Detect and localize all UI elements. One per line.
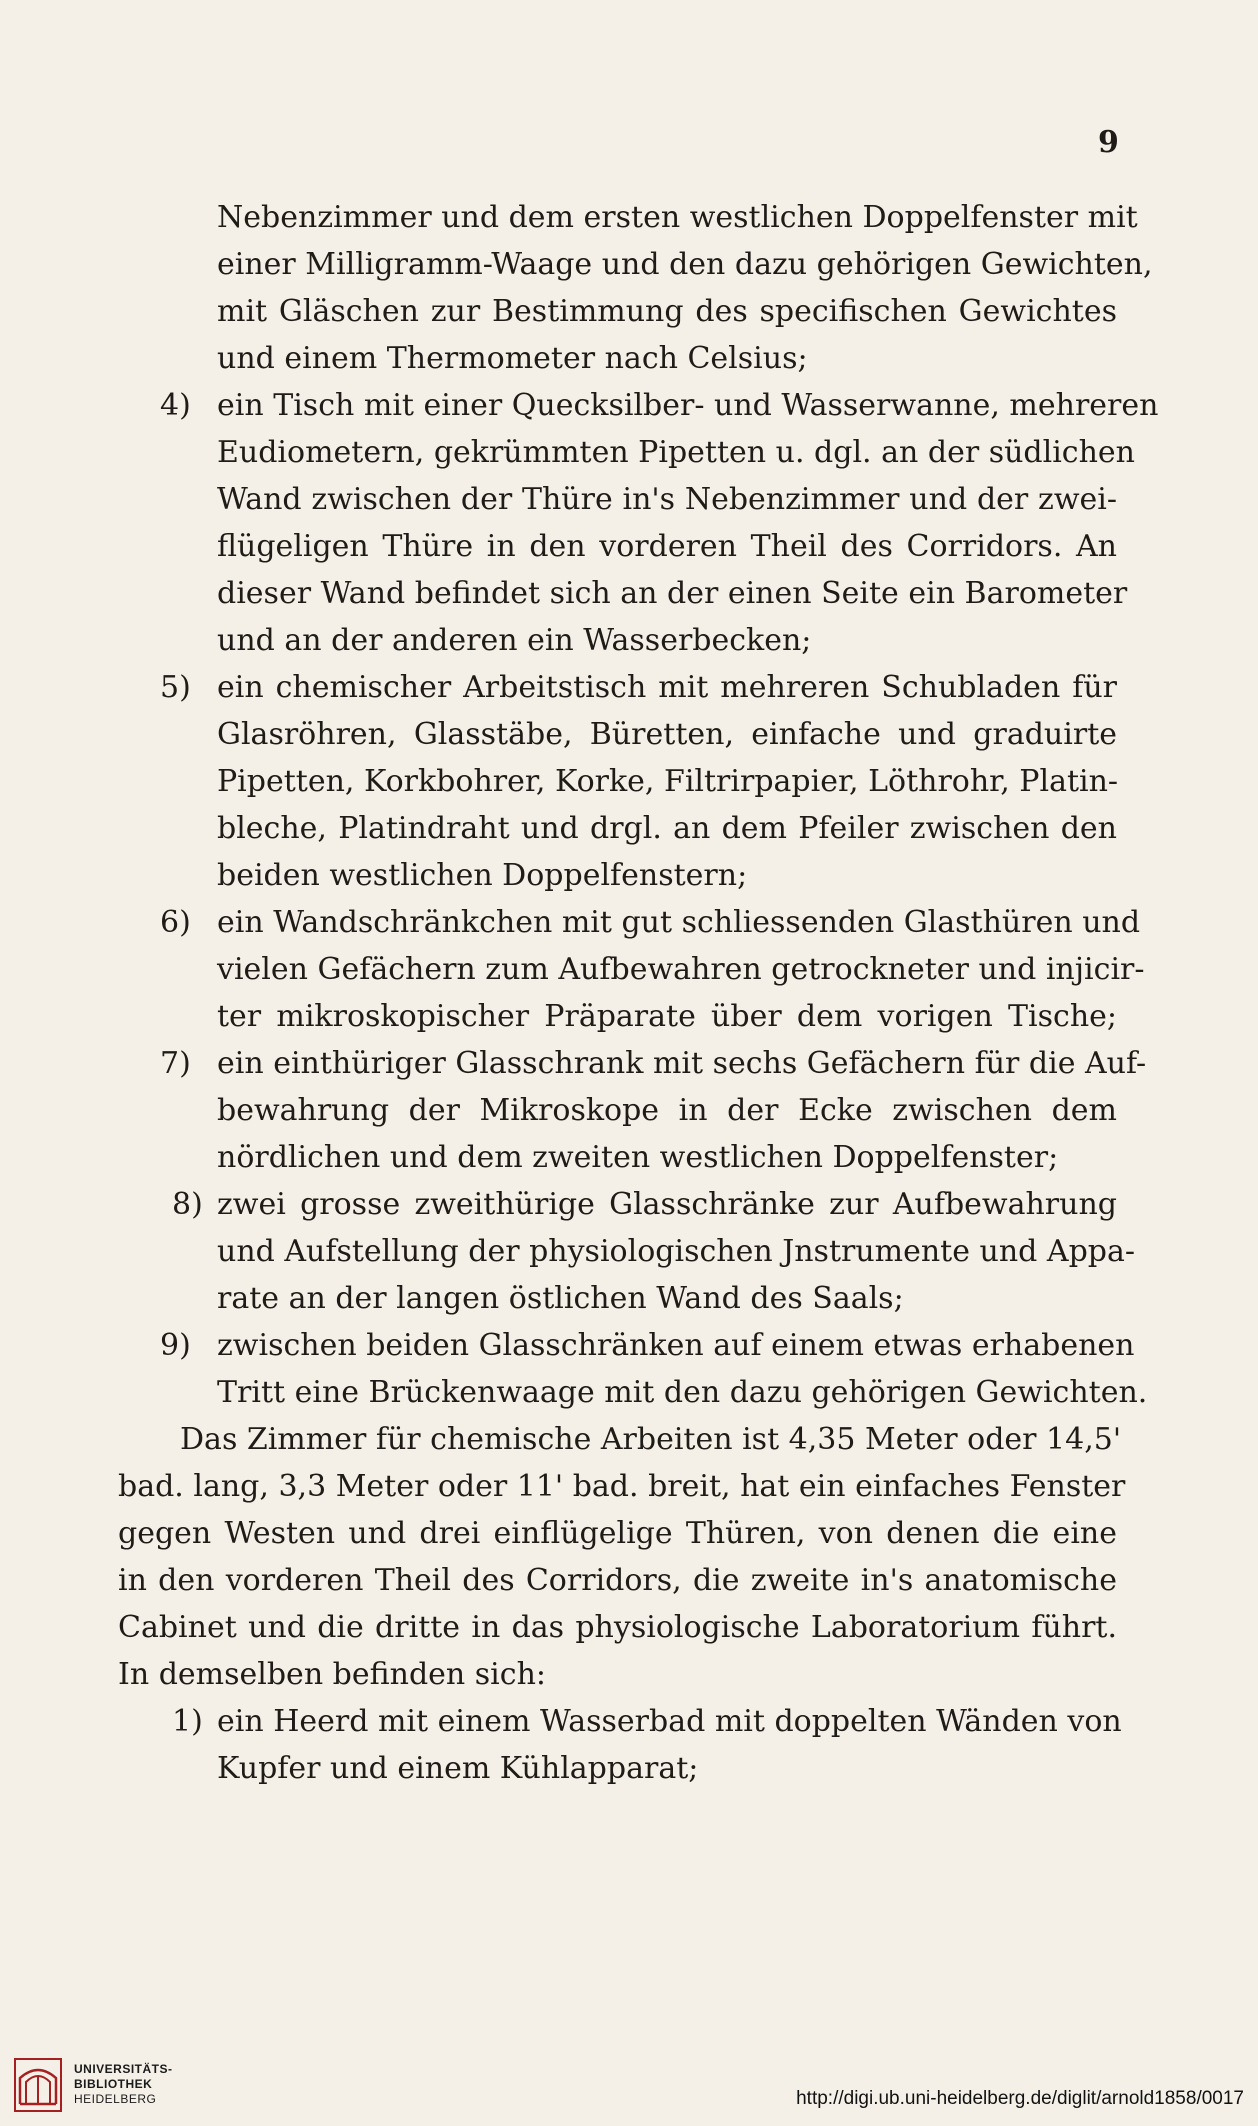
text-line: in den vorderen Theil des Corridors, die zweite in's anatomische [118, 1563, 1117, 1598]
item-number: 8) [172, 1187, 203, 1222]
text-line: bewahrung der Mikroskope in der Ecke zwischen dem [217, 1093, 1117, 1128]
text-line: mit Gläschen zur Bestimmung des specifischen Gewichtes [217, 294, 1117, 329]
source-url: http://digi.ub.uni-heidelberg.de/diglit/arnold1858/0017 [796, 2088, 1244, 2109]
text-line: gegen Westen und drei einflügelige Thüren, von denen die eine [118, 1516, 1117, 1551]
text-line: beiden westlichen Doppelfenstern; [217, 858, 748, 893]
text-line: zwischen beiden Glasschränken auf einem etwas erhabenen [217, 1328, 1135, 1363]
text-line: ein Wandschränkchen mit gut schliessenden Glasthüren und [217, 905, 1141, 940]
text-line: Kupfer und einem Kühlapparat; [217, 1751, 699, 1786]
item-number: 5) [160, 670, 191, 705]
text-line: Eudiometern, gekrümmten Pipetten u. dgl. an der südlichen [217, 435, 1136, 470]
library-name [74, 2062, 173, 2107]
item-number: 7) [160, 1046, 191, 1081]
item-number: 6) [160, 905, 191, 940]
item-number: 1) [172, 1704, 203, 1739]
text-line: ter mikroskopischer Präparate über dem vorigen Tische; [217, 999, 1117, 1034]
item-number: 4) [160, 388, 191, 423]
text-line: Nebenzimmer und dem ersten westlichen Doppelfenster mit [217, 200, 1138, 235]
text-line: Wand zwischen der Thüre in's Nebenzimmer und der zwei- [217, 482, 1117, 517]
text-line: Pipetten, Korkbohrer, Korke, Filtrirpapier, Löthrohr, Platin- [217, 764, 1119, 799]
text-line: ein Tisch mit einer Quecksilber- und Wasserwanne, mehreren [217, 388, 1159, 423]
text-line: ein einthüriger Glasschrank mit sechs Gefächern für die Auf- [217, 1046, 1147, 1081]
text-line: vielen Gefächern zum Aufbewahren getrockneter und injicir- [217, 952, 1145, 987]
text-line: flügeligen Thüre in den vorderen Theil des Corridors. An [217, 529, 1117, 564]
library-seal-icon [14, 2058, 62, 2112]
text-line: und an der anderen ein Wasserbecken; [217, 623, 812, 658]
text-line: Tritt eine Brückenwaage mit den dazu gehörigen Gewichten. [217, 1375, 1148, 1410]
text-line: einer Milligramm-Waage und den dazu gehörigen Gewichten, [217, 247, 1153, 282]
text-line: ein Heerd mit einem Wasserbad mit doppelten Wänden von [217, 1704, 1122, 1739]
text-line: nördlichen und dem zweiten westlichen Doppelfenster; [217, 1140, 1059, 1175]
library-name-line: BIBLIOTHEK [74, 2077, 153, 2091]
text-line: ein chemischer Arbeitstisch mit mehreren Schubladen für [217, 670, 1117, 705]
text-line: In demselben befinden sich: [118, 1657, 546, 1692]
text-line: rate an der langen östlichen Wand des Saals; [217, 1281, 904, 1316]
text-line: Das Zimmer für chemische Arbeiten ist 4,35 Meter oder 14,5' [180, 1422, 1122, 1457]
library-logo [14, 2058, 173, 2118]
text-line: bad. lang, 3,3 Meter oder 11' bad. breit, hat ein einfaches Fenster [118, 1469, 1126, 1504]
item-number: 9) [160, 1328, 191, 1363]
text-line: dieser Wand befindet sich an der einen Seite ein Barometer [217, 576, 1128, 611]
text-line: Cabinet und die dritte in das physiologische Laboratorium führt. [118, 1610, 1117, 1645]
page-number: 9 [1098, 125, 1120, 160]
text-line: und Aufstellung der physiologischen Jnstrumente und Appa- [217, 1234, 1136, 1269]
text-line: und einem Thermometer nach Celsius; [217, 341, 808, 376]
library-name-line: HEIDELBERG [74, 2092, 157, 2106]
text-line: zwei grosse zweithürige Glasschränke zur Aufbewahrung [217, 1187, 1117, 1222]
text-line: Glasröhren, Glasstäbe, Büretten, einfache und graduirte [217, 717, 1117, 752]
text-line: bleche, Platindraht und drgl. an dem Pfeiler zwischen den [217, 811, 1117, 846]
library-name-line: UNIVERSITÄTS- [74, 2062, 173, 2076]
